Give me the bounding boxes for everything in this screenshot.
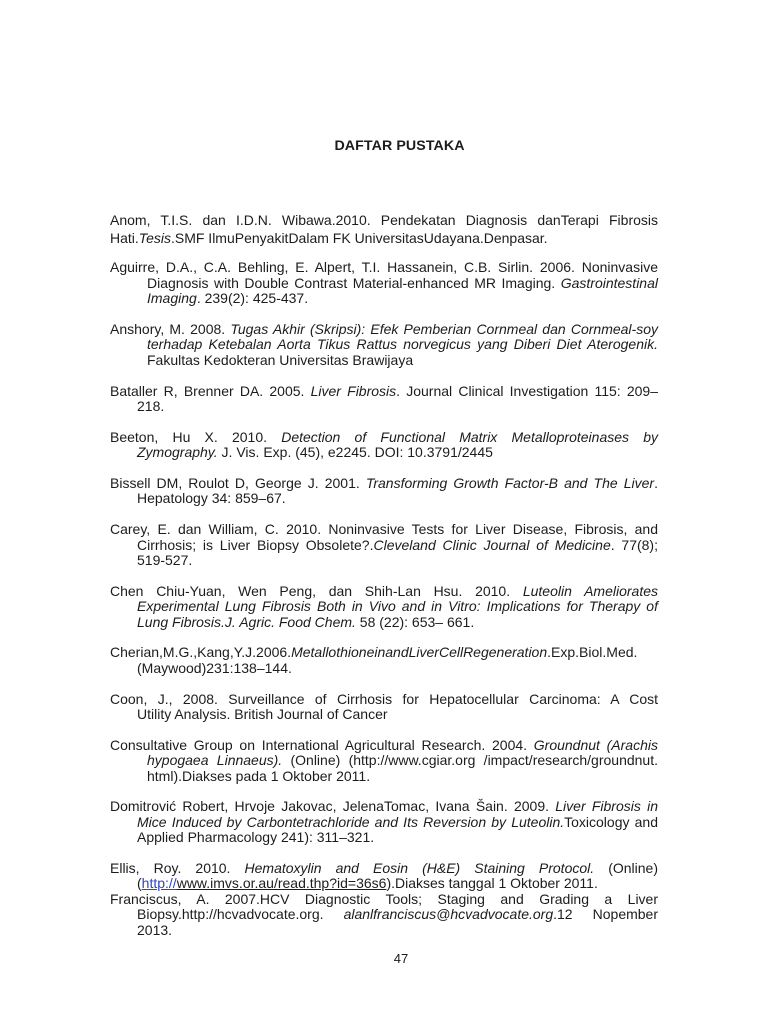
reference-entry [110, 738, 658, 784]
reference-italic-text: Imaging [147, 290, 197, 307]
reference-line [110, 522, 658, 537]
reference-text: Hepatology 34: 859–67. [137, 490, 286, 507]
reference-line [110, 738, 658, 753]
reference-italic-text: Luteolin Ameliorates [522, 582, 659, 599]
reference-line [110, 861, 658, 876]
reference-text: . 77(8); [610, 536, 658, 553]
reference-entry [110, 476, 658, 507]
reference-line [137, 553, 658, 568]
reference-entry [110, 584, 658, 630]
reference-entry [110, 260, 658, 306]
reference-line [137, 923, 658, 938]
reference-text: html).Diakses pada 1 Oktober 2011. [147, 767, 371, 784]
reference-line [110, 476, 658, 491]
reference-text: 2013. [137, 921, 173, 938]
reference-line [110, 692, 658, 707]
reference-line [137, 445, 658, 460]
reference-text: (Online) [594, 859, 659, 876]
reference-entry [110, 430, 658, 461]
reference-italic-text: Gastrointestinal [560, 274, 658, 291]
reference-text: .SMF IlmuPenyakitDalam FK UniversitasUdayana.Denpasar. [170, 230, 548, 246]
reference-line [110, 229, 658, 247]
reference-text: (Online) (http://www.cgiar.org /impact/research/groundnut. [282, 752, 658, 769]
reference-text: Fakultas Kedokteran Universitas Brawijaya [147, 351, 414, 368]
reference-text: Cirrhosis; is Liver Biopsy Obsolete?. [137, 536, 374, 553]
reference-line [137, 815, 658, 830]
reference-line [137, 830, 658, 845]
reference-italic-text: Transforming Growth Factor-B and The Liver [365, 474, 655, 491]
reference-text: .12 Nopember [553, 906, 659, 923]
reference-text: Coon, J., 2008. Surveillance of Cirrhosis for Hepatocellular Carcinoma: A Cost [110, 690, 658, 707]
reference-line [110, 260, 658, 275]
reference-text: Applied Pharmacology 241): 311–321. [137, 829, 375, 846]
reference-entry [110, 322, 658, 368]
reference-line [137, 615, 658, 630]
page-title: DAFTAR PUSTAKA [334, 138, 465, 154]
reference-text: Biopsy.http://hcvadvocate.org. [137, 906, 344, 923]
reference-text: ).Diakses tanggal 1 Oktober 2011. [386, 875, 598, 892]
reference-text: 519-527. [137, 551, 193, 568]
reference-italic-text: Lung Fibrosis.J. Agric. Food Chem. [137, 613, 356, 630]
reference-line [110, 645, 658, 660]
reference-entry [110, 861, 658, 892]
reference-text: Aguirre, D.A., C.A. Behling, E. Alpert, T.I. Hassanein, C.B. Sirlin. 2006. Noninvasive [110, 259, 658, 276]
reference-text: Consultative Group on International Agricultural Research. 2004. [110, 736, 534, 753]
reference-line [110, 892, 658, 907]
reference-text: (Maywood)231:138–144. [137, 659, 292, 676]
reference-line [147, 753, 658, 768]
reference-entry [110, 892, 658, 938]
reference-text: Carey, E. dan William, C. 2010. Noninvasive Tests for Liver Disease, Fibrosis, and [110, 521, 658, 538]
reference-line [147, 337, 658, 352]
reference-text: Beeton, Hu X. 2010. [110, 428, 282, 445]
reference-text: Anom, T.I.S. dan I.D.N. Wibawa.2010. Pendekatan Diagnosis danTerapi Fibrosis [110, 212, 658, 228]
reference-line [147, 769, 658, 784]
reference-text: J. Vis. Exp. (45), e2245. DOI: 10.3791/2445 [217, 444, 493, 461]
reference-text: . [654, 474, 658, 491]
reference-italic-text: Detection of Functional Matrix Metalloproteinases by [281, 428, 658, 445]
reference-entry [110, 692, 658, 723]
reference-line [110, 322, 658, 337]
reference-text: 58 (22): 653– 661. [355, 613, 475, 630]
reference-line [137, 491, 658, 506]
reference-line [137, 599, 658, 614]
reference-text: . Journal Clinical Investigation 115: 209– [396, 382, 658, 399]
reference-italic-text: Cleveland Clinic Journal of Medicine [373, 536, 611, 553]
reference-line [110, 584, 658, 599]
reference-italic-text: Groundnut (Arachis [533, 736, 658, 753]
reference-link[interactable]: http:// [141, 875, 177, 892]
reference-line [110, 211, 658, 229]
reference-line [147, 291, 658, 306]
reference-text: Cherian,M.G.,Kang,Y.J.2006. [110, 644, 292, 661]
reference-line [137, 907, 658, 922]
reference-text: Diagnosis with Double Contrast Material-enhanced MR Imaging. [147, 274, 561, 291]
reference-text: Anshory, M. 2008. [110, 320, 231, 337]
reference-italic-text: Hematoxylin and Eosin (H&E) Staining Protocol. [244, 859, 595, 876]
reference-italic-text: hypogaea Linnaeus). [147, 752, 283, 769]
reference-line [137, 538, 658, 553]
reference-italic-text: Zymography. [137, 444, 218, 461]
reference-line [137, 399, 658, 414]
reference-list [110, 211, 658, 953]
reference-italic-text: Liver Fibrosis in [555, 798, 659, 815]
page-number: 47 [393, 951, 409, 966]
reference-italic-text: terhadap Ketebalan Aorta Tikus Rattus norvegicus yang Diberi Diet Aterogenik. [147, 336, 658, 353]
reference-entry [110, 211, 658, 247]
reference-text: Utility Analysis. British Journal of Cancer [137, 705, 388, 722]
reference-italic-text: MetallothioneinandLiverCellRegeneration [291, 644, 548, 661]
reference-text: Bissell DM, Roulot D, George J. 2001. [110, 474, 366, 491]
reference-text: .Exp.Biol.Med. [547, 644, 638, 661]
reference-text: Hati. [110, 230, 139, 246]
reference-line [147, 276, 658, 291]
reference-text: Domitrović Robert, Hrvoje Jakovac, JelenaTomac, Ivana Šain. 2009. [110, 798, 556, 815]
reference-entry [110, 522, 658, 568]
reference-text: Bataller R, Brenner DA. 2005. [110, 382, 311, 399]
reference-text: Ellis, Roy. 2010. [110, 859, 245, 876]
reference-text: 218. [137, 397, 165, 414]
reference-entry [110, 799, 658, 845]
reference-italic-text: Experimental Lung Fibrosis Both in Vivo and in Vitro: Implications for Therapy of [137, 598, 658, 615]
reference-line [110, 430, 658, 445]
reference-line [110, 384, 658, 399]
reference-text: Franciscus, A. 2007.HCV Diagnostic Tools; Staging and Grading a Liver [110, 890, 658, 907]
reference-italic-text: Liver Fibrosis [310, 382, 397, 399]
reference-line [137, 707, 658, 722]
reference-italic-text: Mice Induced by Carbontetrachloride and Its Reversion by Luteolin. [137, 813, 565, 830]
reference-italic-text: Tesis [138, 230, 171, 246]
reference-italic-text: alanlfranciscus@hcvadvocate.org [343, 906, 554, 923]
reference-entry [110, 645, 658, 676]
reference-text: Chen Chiu-Yuan, Wen Peng, dan Shih-Lan Hsu. 2010. [110, 582, 523, 599]
reference-line [137, 876, 658, 891]
reference-text: Toxicology and [564, 813, 658, 830]
reference-text: ( [137, 875, 142, 892]
reference-text: . 239(2): 425-437. [196, 290, 309, 307]
reference-link[interactable]: www.imvs.or.au/read.thp?id=36s6 [176, 875, 387, 892]
reference-entry [110, 384, 658, 415]
reference-line [147, 353, 658, 368]
reference-line [137, 661, 658, 676]
reference-italic-text: Tugas Akhir (Skripsi): Efek Pemberian Cornmeal dan Cornmeal-soy [230, 320, 658, 337]
reference-line [110, 799, 658, 814]
